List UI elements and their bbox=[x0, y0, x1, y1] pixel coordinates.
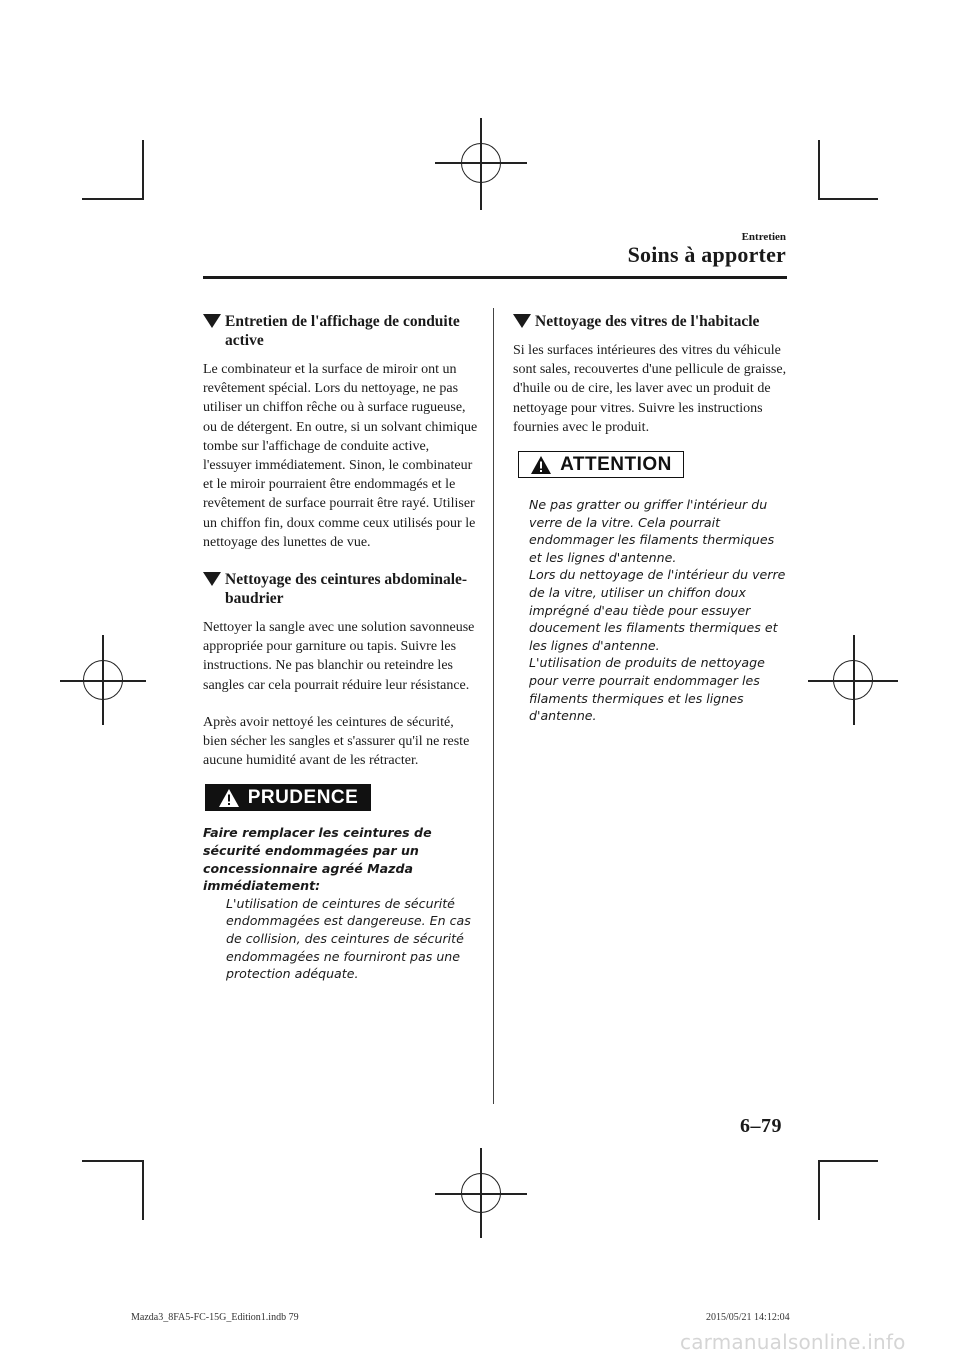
paragraph-seatbelt-cleaning: Nettoyer la sangle avec une solution savonneuse appropriée pour garniture ou tapis. Suivre les instructions. Ne pas blanchir ou reteindre les sangles car cela pourrait réduire leur résistance. bbox=[203, 620, 475, 693]
crop-mark-top-right-h bbox=[818, 198, 878, 200]
attention-label: ATTENTION bbox=[560, 453, 672, 475]
footer-timestamp: 2015/05/21 14:12:04 bbox=[706, 1312, 790, 1323]
crop-mark-bottom-right-v bbox=[818, 1160, 820, 1220]
warning-triangle-icon bbox=[530, 455, 552, 475]
bullet-text: Ne pas gratter ou griffer l'intérieur du verre de la vitre. Cela pourrait endommager les filaments thermiques et les lignes d'antenne. bbox=[529, 497, 775, 565]
page-title: Soins à apporter bbox=[627, 242, 786, 267]
left-column bbox=[203, 312, 479, 983]
bullet-text-continued: L'utilisation de produits de nettoyage pour verre pourrait endommager les filaments thermiques et les lignes d'antenne. bbox=[529, 655, 765, 724]
section-label: Entretien bbox=[741, 231, 786, 243]
heading-seatbelt-cleaning bbox=[203, 570, 479, 608]
attention-banner bbox=[518, 451, 684, 478]
page-number: 6–79 bbox=[740, 1115, 782, 1137]
heading-text: Nettoyage des ceintures abdominale-baudrier bbox=[225, 571, 468, 608]
prudence-banner bbox=[205, 784, 371, 811]
crop-mark-top-right-v bbox=[818, 140, 820, 200]
paragraph-display-maintenance: Le combinateur et la surface de miroir ont un revêtement spécial. Lors du nettoyage, ne pas utiliser un chiffon rêche ou à surface rugueuse, ou de détergent. En outre, si un solvant chimique tombe sur l'affichage de conduite active, l'essuyer immédiatement. Sinon, le combinateur et le miroir pourraient être endommagés et le revêtement de surface pourrait être rayé. Utiliser un chiffon fin, doux comme ceux utilisés pour le nettoyage des lunettes de vue. bbox=[203, 362, 478, 550]
crop-mark-bottom-left-v bbox=[142, 1160, 144, 1220]
crop-mark-top-left-h bbox=[82, 198, 144, 200]
crop-mark-bottom-right-h bbox=[818, 1160, 878, 1162]
footer-file-info: Mazda3_8FA5-FC-15G_Edition1.indb 79 bbox=[131, 1312, 299, 1323]
right-column bbox=[513, 312, 787, 725]
heading-display-maintenance bbox=[203, 312, 479, 350]
heading-triangle-icon bbox=[203, 314, 221, 328]
crop-mark-bottom-left-h bbox=[82, 1160, 144, 1162]
paragraph-seatbelt-drying: Après avoir nettoyé les ceintures de sécurité, bien sécher les sangles et s'assurer qu'il ne reste aucune humidité avant de les rétracter. bbox=[203, 714, 470, 769]
prudence-label: PRUDENCE bbox=[247, 786, 359, 808]
warning-triangle-icon bbox=[218, 788, 240, 808]
attention-content bbox=[513, 496, 787, 725]
heading-window-cleaning bbox=[513, 312, 787, 331]
bullet-text: Lors du nettoyage de l'intérieur du verre de la vitre, utiliser un chiffon doux imprégné d'eau tiède pour essuyer doucement les filaments thermiques et les lignes d'antenne. bbox=[529, 567, 786, 653]
list-item bbox=[513, 566, 787, 724]
heading-triangle-icon bbox=[203, 572, 221, 586]
heading-text: Nettoyage des vitres de l'habitacle bbox=[535, 313, 760, 330]
prudence-body: L'utilisation de ceintures de sécurité endommagées est dangereuse. En cas de collision, des ceintures de sécurité endommagées ne fourniront pas une protection adéquate. bbox=[226, 895, 471, 982]
heading-triangle-icon bbox=[513, 314, 531, 328]
heading-text: Entretien de l'affichage de conduite active bbox=[225, 313, 460, 349]
watermark[interactable]: carmanualsonline.info bbox=[680, 1330, 906, 1354]
list-item bbox=[513, 496, 787, 566]
paragraph-window-cleaning: Si les surfaces intérieures des vitres du véhicule sont sales, recouvertes d'une pellicule de graisse, d'huile ou de cire, les laver avec un produit de nettoyage pour vitres. Suivre les instructions fournies avec le produit. bbox=[513, 343, 787, 435]
prudence-lead: Faire remplacer les ceintures de sécurité endommagées par un concessionnaire agréé Mazda immédiatement: bbox=[203, 825, 432, 894]
header-rule bbox=[203, 276, 787, 279]
column-divider bbox=[493, 308, 494, 1104]
crop-mark-top-left-v bbox=[142, 140, 144, 200]
prudence-content bbox=[203, 824, 479, 982]
